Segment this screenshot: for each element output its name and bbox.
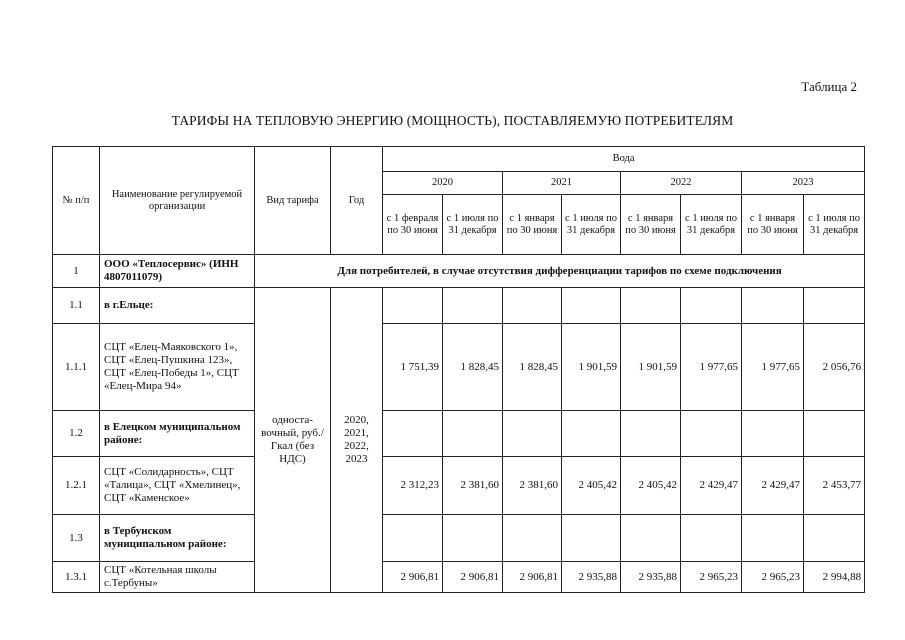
header-water: Вода	[383, 147, 865, 172]
org-name: ООО «Теплосервис» (ИНН 4807011079)	[100, 255, 255, 288]
tariff-table	[52, 146, 865, 593]
value-cell: 2 453,77	[804, 457, 865, 515]
header-year-2022: 2022	[621, 172, 742, 195]
page-title: ТАРИФЫ НА ТЕПЛОВУЮ ЭНЕРГИЮ (МОЩНОСТЬ), ПОСТАВЛЯЕМУЮ ПОТРЕБИТЕЛЯМ	[171, 113, 734, 128]
value-cell: 1 977,65	[681, 324, 742, 411]
row-num: 1.3.1	[53, 562, 100, 593]
row-num: 1	[53, 255, 100, 288]
row-num: 1.3	[53, 515, 100, 562]
org-note: Для потребителей, в случае отсутствия дифференциации тарифов по схеме подключения	[255, 255, 865, 288]
header-num: № п/п	[53, 147, 100, 255]
value-cell: 2 429,47	[742, 457, 804, 515]
header-tariff-type: Вид тарифа	[255, 147, 331, 255]
header-period: с 1 января по 30 июня	[621, 195, 681, 255]
value-cell: 2 906,81	[443, 562, 503, 593]
header-period: с 1 января по 30 июня	[742, 195, 804, 255]
row-name: СЦТ «Котельная школы с.Тербуны»	[100, 562, 255, 593]
row-num: 1.2	[53, 411, 100, 457]
value-cell: 2 405,42	[562, 457, 621, 515]
header-year: Год	[331, 147, 383, 255]
value-cell: 1 751,39	[383, 324, 443, 411]
years-value: 2020, 2021, 2022, 2023	[331, 288, 383, 593]
row-name: СЦТ «Солидарность», СЦТ «Талица», СЦТ «Хмелинец», СЦТ «Каменское»	[100, 457, 255, 515]
header-period: с 1 июля по 31 декабря	[562, 195, 621, 255]
value-cell: 2 935,88	[621, 562, 681, 593]
row-name: в г.Ельце:	[100, 288, 255, 324]
value-cell: 1 828,45	[443, 324, 503, 411]
value-cell: 2 429,47	[681, 457, 742, 515]
row-name: СЦТ «Елец-Маяковского 1», СЦТ «Елец-Пушкина 123», СЦТ «Елец-Победы 1», СЦТ «Елец-Мира 94»	[100, 324, 255, 411]
row-name: в Елецком муниципальном районе:	[100, 411, 255, 457]
value-cell: 1 901,59	[621, 324, 681, 411]
table-number: Таблица 2	[801, 79, 857, 94]
value-cell: 2 935,88	[562, 562, 621, 593]
row-num: 1.1.1	[53, 324, 100, 411]
value-cell: 2 906,81	[383, 562, 443, 593]
tariff-type-value: односта-вочный, руб./Гкал (без НДС)	[255, 288, 331, 593]
header-org: Наименование регулируемой организации	[100, 147, 255, 255]
value-cell: 1 828,45	[503, 324, 562, 411]
row-num: 1.2.1	[53, 457, 100, 515]
header-period: с 1 июля по 31 декабря	[804, 195, 865, 255]
value-cell: 2 381,60	[503, 457, 562, 515]
row-num: 1.1	[53, 288, 100, 324]
row-name: в Тербунском муниципальном районе:	[100, 515, 255, 562]
header-period: с 1 июля по 31 декабря	[681, 195, 742, 255]
value-cell: 2 381,60	[443, 457, 503, 515]
value-cell: 1 901,59	[562, 324, 621, 411]
value-cell: 2 965,23	[681, 562, 742, 593]
header-year-2020: 2020	[383, 172, 503, 195]
value-cell: 2 906,81	[503, 562, 562, 593]
value-cell: 2 056,76	[804, 324, 865, 411]
value-cell: 2 405,42	[621, 457, 681, 515]
value-cell: 1 977,65	[742, 324, 804, 411]
value-cell: 2 312,23	[383, 457, 443, 515]
header-period: с 1 июля по 31 декабря	[443, 195, 503, 255]
value-cell: 2 965,23	[742, 562, 804, 593]
header-period: с 1 февраля по 30 июня	[383, 195, 443, 255]
value-cell: 2 994,88	[804, 562, 865, 593]
header-period: с 1 января по 30 июня	[503, 195, 562, 255]
header-year-2021: 2021	[503, 172, 621, 195]
header-year-2023: 2023	[742, 172, 865, 195]
